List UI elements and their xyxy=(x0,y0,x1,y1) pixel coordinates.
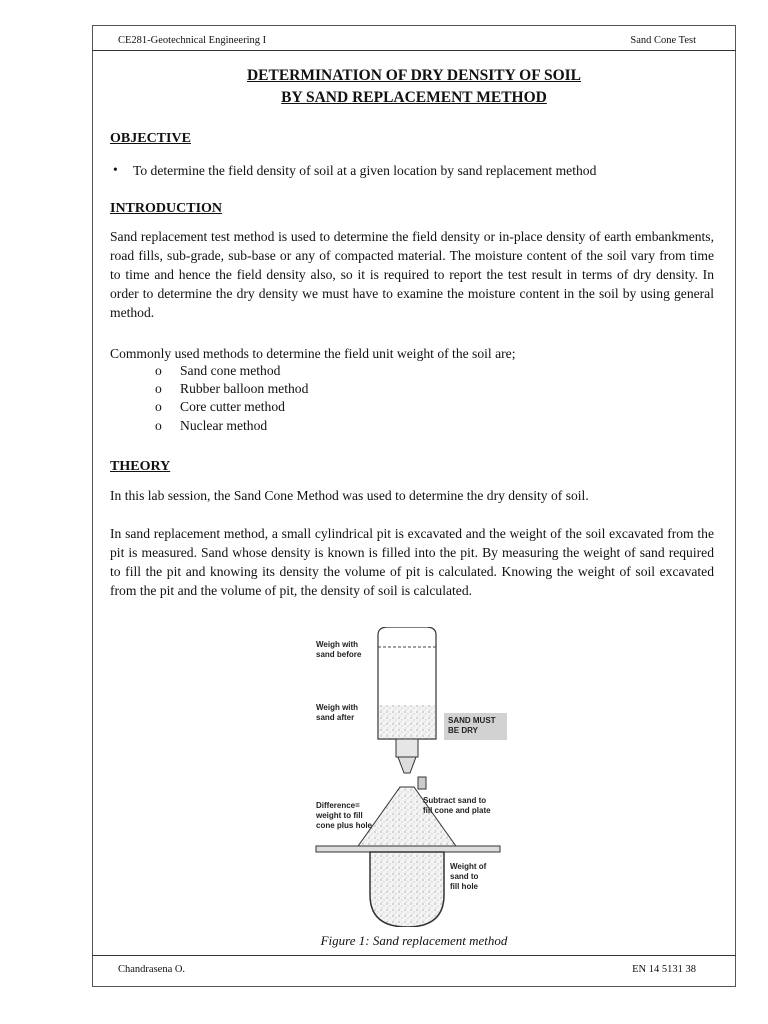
method-label: Sand cone method xyxy=(180,363,281,378)
sand-cone-diagram xyxy=(308,627,508,927)
list-item xyxy=(155,362,308,380)
list-marker: o xyxy=(155,381,162,397)
label-difference-3: cone plus hole xyxy=(316,821,373,830)
theory-heading: THEORY xyxy=(110,459,171,474)
footer-author: Chandrasena O. xyxy=(118,964,186,975)
valve xyxy=(398,757,416,773)
sand-cone-figure xyxy=(308,627,508,927)
sand-in-jar xyxy=(379,705,435,738)
label-difference-1: Difference= xyxy=(316,801,360,810)
header-test-name: Sand Cone Test xyxy=(630,35,696,46)
list-marker: o xyxy=(155,417,162,433)
label-hole-3: fill hole xyxy=(450,882,478,891)
label-weigh-before-1: Weigh with xyxy=(316,640,359,649)
label-subtract-1: Subtract sand to xyxy=(423,796,487,805)
objective-heading: OBJECTIVE xyxy=(110,131,191,146)
footer-id: EN 14 5131 38 xyxy=(632,964,696,975)
test-hole xyxy=(370,852,444,927)
list-item xyxy=(155,398,308,416)
methods-intro: Commonly used methods to determine the field unit weight of the soil are; xyxy=(110,346,516,361)
valve-handle xyxy=(418,777,426,789)
footer-rule xyxy=(92,955,736,956)
label-weigh-before-2: sand before xyxy=(316,650,362,659)
label-hole-2: sand to xyxy=(450,872,479,881)
bullet-icon: • xyxy=(113,162,118,177)
header-rule xyxy=(92,50,736,51)
list-marker: o xyxy=(155,363,162,378)
methods-list xyxy=(155,362,308,435)
label-subtract-2: fill cone and plate xyxy=(423,806,491,815)
figure-caption: Figure 1: Sand replacement method xyxy=(320,933,508,948)
header-course: CE281-Geotechnical Engineering I xyxy=(118,35,267,46)
objective-text: To determine the field density of soil at a given location by sand replacement method xyxy=(133,163,597,178)
label-sand-dry-1: SAND MUST xyxy=(448,716,496,725)
list-item xyxy=(155,380,308,398)
list-marker: o xyxy=(155,399,162,415)
list-item xyxy=(155,417,308,435)
method-label: Core cutter method xyxy=(180,399,285,415)
introduction-paragraph: Sand replacement test method is used to determine the field density or in-place density of earth embankments, road fills, sub-grade, sub-base or any of compacted material. The moisture content of the soil vary from time to time and hence the field density also, so it is required to report the test result in terms of dry density. In order to determine the dry density we must have to examine the moisture content in the soil by using general method. xyxy=(110,229,714,320)
label-hole-1: Weight of xyxy=(450,862,487,871)
label-difference-2: weight to fill xyxy=(316,811,363,820)
method-label: Nuclear method xyxy=(180,417,268,433)
introduction-heading: INTRODUCTION xyxy=(110,201,223,216)
method-label: Rubber balloon method xyxy=(180,381,309,397)
document-title-line-2: BY SAND REPLACEMENT METHOD xyxy=(281,89,547,106)
theory-paragraph-1: In this lab session, the Sand Cone Method was used to determine the dry density of soil. xyxy=(110,488,589,503)
label-weigh-after-1: Weigh with xyxy=(316,703,359,712)
jar-neck xyxy=(396,739,418,757)
label-weigh-after-2: sand after xyxy=(316,713,355,722)
theory-paragraph-2: In sand replacement method, a small cylindrical pit is excavated and the weight of the soil excavated from the pit is measured. Sand whose density is known is filled into the pit. By measuring the weight of sand required to fill the pit and knowing its density the volume of pit is calculated. Knowing the weight of soil excavated from the pit and the volume of pit, the density of soil is calculated. xyxy=(110,526,714,598)
document-title-line-1: DETERMINATION OF DRY DENSITY OF SOIL xyxy=(246,67,582,84)
label-sand-dry-2: BE DRY xyxy=(448,726,478,735)
base-plate xyxy=(316,846,500,852)
